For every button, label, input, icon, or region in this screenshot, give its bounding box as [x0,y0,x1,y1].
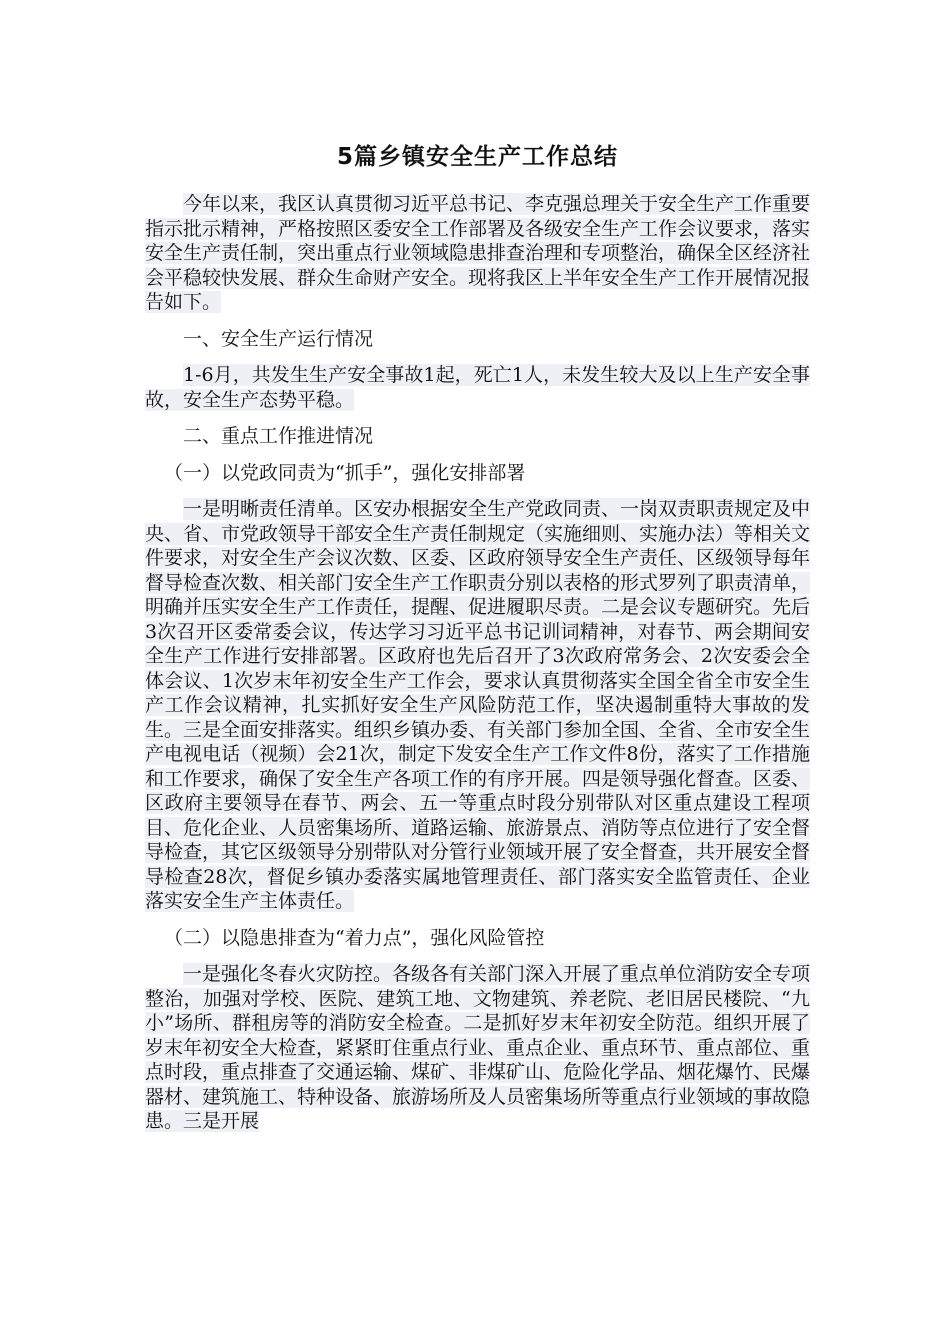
subsection1-paragraph [145,497,810,914]
intro-text: 今年以来，我区认真贯彻习近平总书记、李克强总理关于安全生产工作重要指示批示精神，严格按照区委安全工作部署及各级安全生产工作会议要求，落实安全生产责任制，突出重点行业领域隐患排查治理和专项整治，确保全区经济社会平稳较快发展、群众生命财产安全。现将我区上半年安全生产工作开展情况报告如下。 [145,193,811,313]
subsection-heading-2-text: （二）以隐患排查为“着力点”，强化风险管控 [164,926,545,949]
document-page [145,140,810,1146]
subsection-heading-1-text: （一）以党政同责为“抓手”，强化安排部署 [164,461,526,484]
intro-paragraph [145,192,810,315]
section1-paragraph [145,363,810,412]
subsection2-text: 一是强化冬春火灾防控。各级各有关部门深入开展了重点单位消防安全专项整治，加强对学校、医院、建筑工地、文物建筑、养老院、老旧居民楼院、“九小”场所、群租房等的消防安全检查。二是抓好岁末年初安全防范。组织开展了岁末年初安全大检查，紧紧盯住重点行业、重点企业、重点环节、重点部位、重点时段，重点排查了交通运输、煤矿、非煤矿山、危险化学品、烟花爆竹、民爆器材、建筑施工、特种设备、旅游场所及人员密集场所等重点行业领域的事故隐患。三是开展 [145,963,811,1132]
subsection-heading-1 [145,461,810,486]
subsection2-paragraph [145,962,810,1134]
section1-text: 1-6月，共发生生产安全事故1起，死亡1人，未发生较大及以上生产安全事故，安全生产态势平稳。 [145,364,810,411]
section-heading-1: 一、安全生产运行情况 [183,327,374,350]
section-heading-2: 二、重点工作推进情况 [183,425,374,447]
subsection-heading-2 [145,926,810,951]
subsection1-text: 一是明晰责任清单。区安办根据安全生产党政同责、一岗双责职责规定及中央、省、市党政领导干部安全生产责任制规定（实施细则、实施办法）等相关文件要求，对安全生产会议次数、区委、区政府领导安全生产责任、区级领导每年督导检查次数、相关部门安全生产工作职责分别以表格的形式罗列了职责清单，明确并压实安全生产工作责任，提醒、促进履职尽责。二是会议专题研究。先后3次召开区委常委会议，传达学习习近平总书记训词精神，对春节、两会期间安全生产工作进行安排部署。区政府也先后召开了3次政府常务会、2次安委会全体会议、1次岁末年初安全生产工作会，要求认真贯彻落实全国全省全市安全生产工作会议精神，扎实抓好安全生产风险防范工作，坚决遏制重特大事故的发生。三是全面安排落实。组织乡镇办委、有关部门参加全国、全省、全市安全生产电视电话（视频）会21次，制定下发安全生产工作文件8份，落实了工作措施和工作要求，确保了安全生产各项工作的有序开展。四是领导强化督查。区委、区政府主要领导在春节、两会、五一等重点时段分别带队对区重点建设工程项目、危化企业、人员密集场所、道路运输、旅游景点、消防等点位进行了安全督导检查，其它区级领导分别带队对分管行业领域开展了安全督查，共开展安全督导检查28次，督促乡镇办委落实属地管理责任、部门落实安全监管责任、企业落实安全生产主体责任。 [145,498,811,912]
document-title: 5篇乡镇安全生产工作总结 [336,144,618,170]
